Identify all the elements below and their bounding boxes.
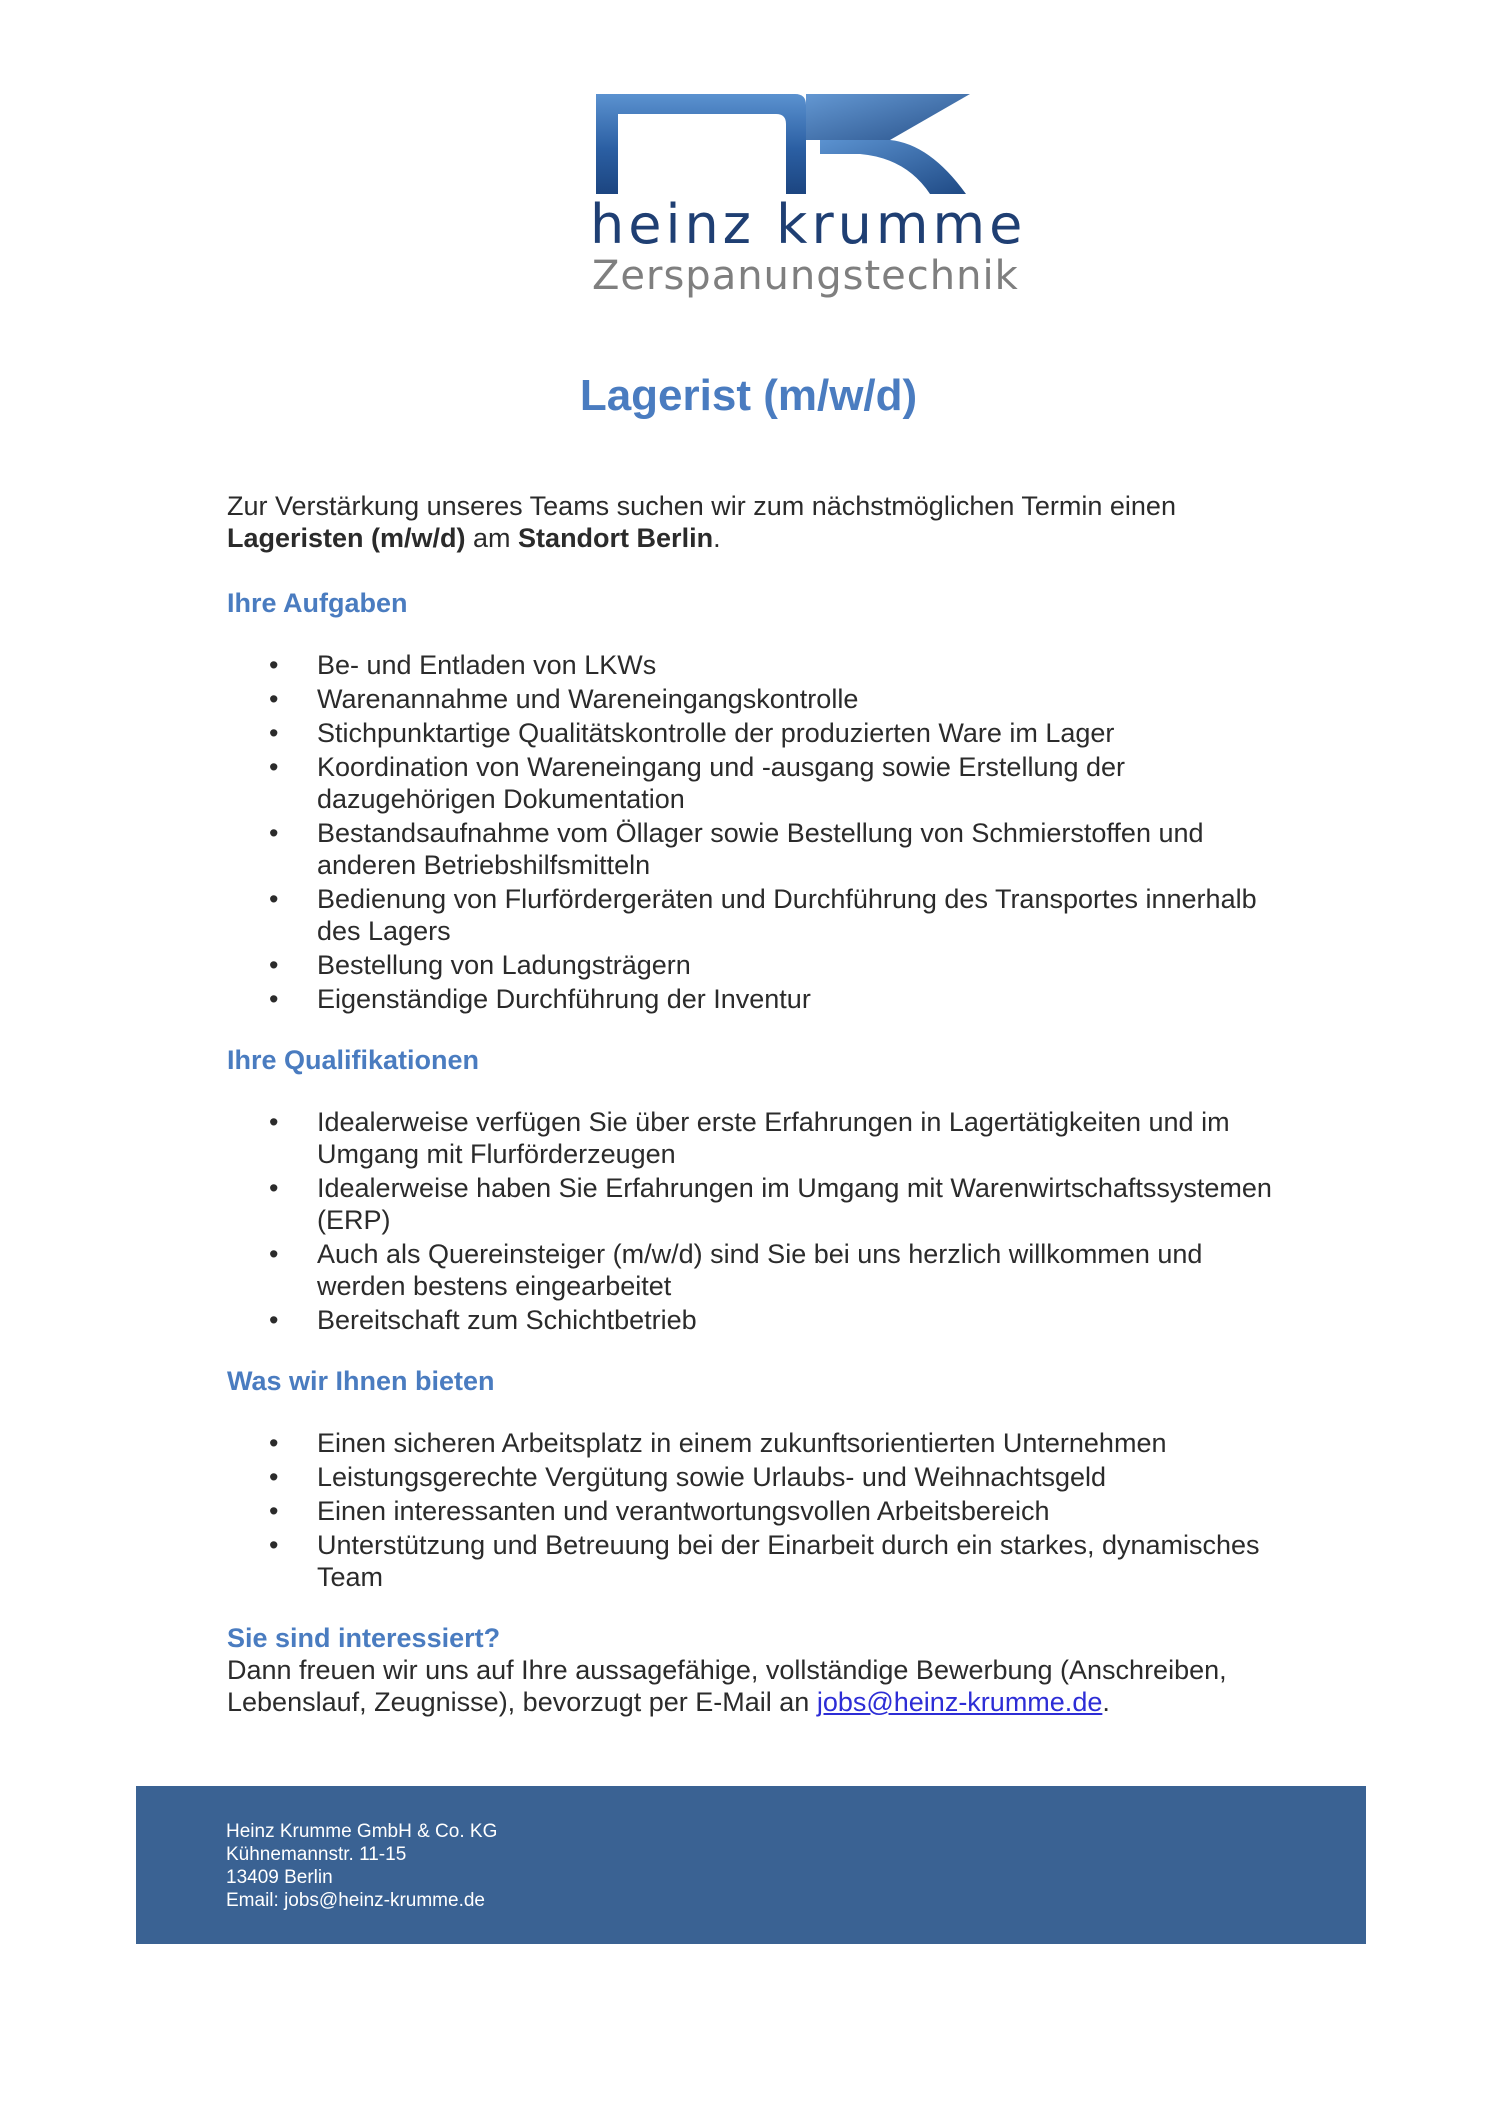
list-item: [227, 683, 1287, 715]
bullet-icon: •: [269, 818, 279, 848]
list-item: [227, 949, 1287, 981]
list-item: [227, 1172, 1287, 1236]
tasks-list: [227, 649, 1287, 1015]
list-item-text: Warenannahme und Wareneingangskontrolle: [317, 684, 859, 714]
bullet-icon: •: [269, 1530, 279, 1560]
section-heading-contact: Sie sind interessiert?: [227, 1623, 501, 1653]
footer-banner: [136, 1786, 1366, 1944]
bullet-icon: •: [269, 984, 279, 1014]
list-item-text: Bestellung von Ladungsträgern: [317, 950, 691, 980]
list-item: [227, 649, 1287, 681]
contact-text: Dann freuen wir uns auf Ihre aussagefähige, vollständige Bewerbung (Anschreiben, Lebenslauf, Zeugnisse), bevorzugt per E-Mail an: [227, 1655, 1227, 1717]
bullet-icon: •: [269, 950, 279, 980]
list-item: [227, 817, 1287, 881]
bullet-icon: •: [269, 1496, 279, 1526]
list-item-text: Einen interessanten und verantwortungsvollen Arbeitsbereich: [317, 1496, 1050, 1526]
list-item: [227, 1461, 1287, 1493]
list-item: [227, 717, 1287, 749]
company-logo: [590, 88, 1027, 308]
list-item: [227, 883, 1287, 947]
footer-email: Email: jobs@heinz-krumme.de: [226, 1890, 485, 1911]
list-item-text: Idealerweise verfügen Sie über erste Erfahrungen in Lagertätigkeiten und im Umgang mit Flurförderzeugen: [317, 1107, 1230, 1169]
intro-text: am: [465, 523, 519, 553]
list-item: [227, 1238, 1287, 1302]
list-item-text: Stichpunktartige Qualitätskontrolle der produzierten Ware im Lager: [317, 718, 1115, 748]
logo-company-name: heinz krumme: [590, 193, 1027, 256]
intro-position: Lageristen (m/w/d): [227, 523, 466, 553]
list-item: [227, 1495, 1287, 1527]
list-item-text: Unterstützung und Betreuung bei der Einarbeit durch ein starkes, dynamisches Team: [317, 1530, 1260, 1592]
list-item-text: Koordination von Wareneingang und -ausgang sowie Erstellung der dazugehörigen Dokumentation: [317, 752, 1126, 814]
hk-logo-mark-icon: [590, 88, 980, 200]
list-item-text: Be- und Entladen von LKWs: [317, 650, 657, 680]
bullet-icon: •: [269, 1462, 279, 1492]
list-item-text: Leistungsgerechte Vergütung sowie Urlaubs- und Weihnachtsgeld: [317, 1462, 1106, 1492]
email-link[interactable]: jobs@heinz-krumme.de: [816, 1687, 1103, 1717]
footer-company: Heinz Krumme GmbH & Co. KG: [226, 1821, 498, 1842]
list-item-text: Bestandsaufnahme vom Öllager sowie Bestellung von Schmierstoffen und anderen Betriebshilfsmitteln: [317, 818, 1204, 880]
section-heading-tasks: Ihre Aufgaben: [227, 588, 408, 618]
contact-paragraph: [227, 1654, 1287, 1718]
list-item-text: Einen sicheren Arbeitsplatz in einem zukunftsorientierten Unternehmen: [317, 1428, 1167, 1458]
logo-company-subtitle: Zerspanungstechnik: [592, 253, 1019, 299]
bullet-icon: •: [269, 1428, 279, 1458]
bullet-icon: •: [269, 1173, 279, 1203]
intro-text: Zur Verstärkung unseres Teams suchen wir zum nächstmöglichen Termin einen: [227, 491, 1176, 521]
list-item-text: Idealerweise haben Sie Erfahrungen im Umgang mit Warenwirtschaftssystemen (ERP): [317, 1173, 1272, 1235]
bullet-icon: •: [269, 752, 279, 782]
section-heading-offer: Was wir Ihnen bieten: [227, 1366, 495, 1396]
list-item: [227, 1304, 1287, 1336]
bullet-icon: •: [269, 1305, 279, 1335]
bullet-icon: •: [269, 1239, 279, 1269]
list-item-text: Bedienung von Flurfördergeräten und Durchführung des Transportes innerhalb des Lagers: [317, 884, 1257, 946]
qualifications-list: [227, 1106, 1287, 1336]
intro-paragraph: [227, 490, 1287, 554]
bullet-icon: •: [269, 1107, 279, 1137]
list-item-text: Bereitschaft zum Schichtbetrieb: [317, 1305, 697, 1335]
list-item: [227, 1427, 1287, 1459]
bullet-icon: •: [269, 718, 279, 748]
footer-city: 13409 Berlin: [226, 1867, 333, 1888]
bullet-icon: •: [269, 884, 279, 914]
job-title: Lagerist (m/w/d): [579, 371, 918, 420]
list-item-text: Auch als Quereinsteiger (m/w/d) sind Sie bei uns herzlich willkommen und werden bestens eingearbeitet: [317, 1239, 1203, 1301]
list-item: [227, 1529, 1287, 1593]
footer-address: [226, 1820, 497, 1912]
contact-end: .: [1102, 1687, 1110, 1717]
bullet-icon: •: [269, 684, 279, 714]
footer-street: Kühnemannstr. 11-15: [226, 1844, 407, 1865]
list-item: [227, 983, 1287, 1015]
offer-list: [227, 1427, 1287, 1593]
intro-text: .: [713, 523, 721, 553]
list-item-text: Eigenständige Durchführung der Inventur: [317, 984, 811, 1014]
list-item: [227, 751, 1287, 815]
list-item: [227, 1106, 1287, 1170]
intro-location: Standort Berlin: [518, 523, 714, 553]
bullet-icon: •: [269, 650, 279, 680]
job-description: [227, 490, 1287, 1718]
section-heading-qualifications: Ihre Qualifikationen: [227, 1045, 480, 1075]
